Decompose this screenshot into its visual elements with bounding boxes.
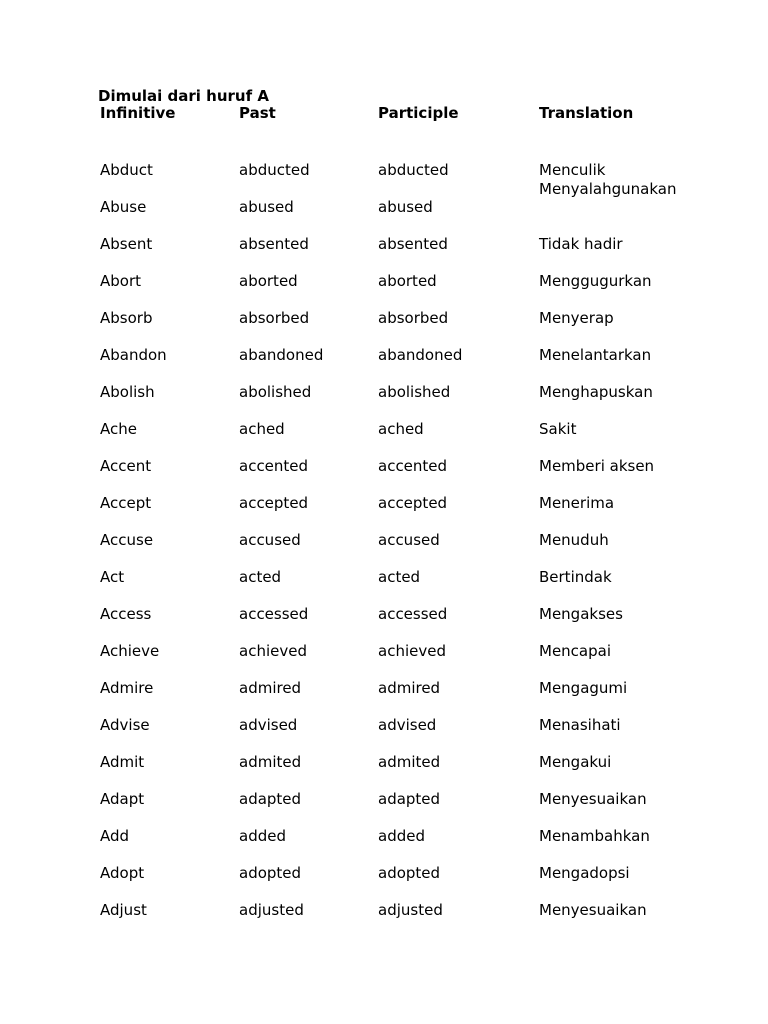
cell-translation: Menambahkan: [539, 827, 650, 845]
cell-translation: Mencapai: [539, 642, 611, 660]
cell-participle: aborted: [378, 272, 437, 290]
cell-past: absented: [239, 235, 309, 253]
cell-translation: Mengagumi: [539, 679, 628, 697]
cell-translation: Bertindak: [539, 568, 612, 586]
table-row: [0, 235, 768, 272]
cell-infinitive: Admire: [100, 679, 154, 697]
cell-translation: Menuduh: [539, 531, 609, 549]
cell-infinitive: Adapt: [100, 790, 145, 808]
cell-translation: Tidak hadir: [539, 235, 623, 253]
table-row: [0, 346, 768, 383]
cell-past: accessed: [239, 605, 309, 623]
table-row: [0, 568, 768, 605]
cell-past: aborted: [239, 272, 298, 290]
cell-past: adopted: [239, 864, 302, 882]
table-row: [0, 531, 768, 568]
header-past: Past: [239, 104, 276, 122]
cell-infinitive: Advise: [100, 716, 150, 734]
header-translation: Translation: [539, 104, 634, 122]
cell-translation: Menasihati: [539, 716, 621, 734]
page-title: Dimulai dari huruf A: [98, 87, 269, 105]
cell-infinitive: Accent: [100, 457, 152, 475]
header-participle: Participle: [378, 104, 459, 122]
cell-participle: accepted: [378, 494, 448, 512]
table-row: [0, 457, 768, 494]
cell-past: added: [239, 827, 286, 845]
cell-infinitive: Absorb: [100, 309, 153, 327]
cell-participle: achieved: [378, 642, 446, 660]
cell-past: absorbed: [239, 309, 310, 327]
cell-past: admired: [239, 679, 302, 697]
cell-participle: advised: [378, 716, 437, 734]
cell-participle: abducted: [378, 161, 449, 179]
cell-past: achieved: [239, 642, 307, 660]
table-row: [0, 420, 768, 457]
cell-infinitive: Act: [100, 568, 125, 586]
cell-participle: ached: [378, 420, 424, 438]
cell-past: abolished: [239, 383, 312, 401]
cell-translation: Menyerap: [539, 309, 614, 327]
table-row: [0, 679, 768, 716]
cell-past: adapted: [239, 790, 302, 808]
cell-infinitive: Access: [100, 605, 152, 623]
cell-translation: Mengadopsi: [539, 864, 630, 882]
cell-participle: admited: [378, 753, 441, 771]
cell-translation: Menyesuaikan: [539, 901, 647, 919]
cell-infinitive: Adjust: [100, 901, 147, 919]
table-row: [0, 180, 768, 235]
cell-past: abducted: [239, 161, 310, 179]
cell-past: accented: [239, 457, 309, 475]
cell-participle: accented: [378, 457, 448, 475]
cell-participle: admired: [378, 679, 441, 697]
cell-past: advised: [239, 716, 298, 734]
cell-past: adjusted: [239, 901, 304, 919]
cell-translation: Menerima: [539, 494, 615, 512]
cell-infinitive: Adopt: [100, 864, 145, 882]
cell-participle: abolished: [378, 383, 451, 401]
verb-table: [0, 161, 768, 938]
table-row: [0, 753, 768, 790]
cell-translation: Menculik: [539, 161, 606, 179]
table-row: [0, 494, 768, 531]
cell-participle: adjusted: [378, 901, 443, 919]
cell-translation: Mengakui: [539, 753, 612, 771]
table-row: [0, 716, 768, 753]
cell-participle: added: [378, 827, 425, 845]
table-row: [0, 605, 768, 642]
cell-past: accepted: [239, 494, 309, 512]
cell-participle: adapted: [378, 790, 441, 808]
cell-infinitive: Accept: [100, 494, 152, 512]
cell-participle: abandoned: [378, 346, 463, 364]
table-row: [0, 383, 768, 420]
cell-translation: Menyalahgunakan: [539, 180, 677, 198]
cell-infinitive: Abandon: [100, 346, 167, 364]
cell-past: admited: [239, 753, 302, 771]
cell-translation: Menggugurkan: [539, 272, 652, 290]
table-row: [0, 827, 768, 864]
header-infinitive: Infinitive: [100, 104, 176, 122]
cell-participle: accessed: [378, 605, 448, 623]
cell-participle: abused: [378, 198, 433, 216]
cell-participle: absorbed: [378, 309, 449, 327]
cell-translation: Memberi aksen: [539, 457, 655, 475]
cell-participle: acted: [378, 568, 421, 586]
cell-infinitive: Ache: [100, 420, 137, 438]
table-header: [0, 104, 768, 122]
cell-past: ached: [239, 420, 285, 438]
cell-past: accused: [239, 531, 301, 549]
cell-infinitive: Admit: [100, 753, 145, 771]
cell-participle: absented: [378, 235, 448, 253]
cell-infinitive: Abduct: [100, 161, 153, 179]
cell-past: abandoned: [239, 346, 324, 364]
table-row: [0, 790, 768, 827]
cell-infinitive: Absent: [100, 235, 153, 253]
cell-infinitive: Abort: [100, 272, 142, 290]
cell-past: acted: [239, 568, 282, 586]
table-row: [0, 901, 768, 938]
table-row: [0, 272, 768, 309]
table-row: [0, 642, 768, 679]
cell-participle: adopted: [378, 864, 441, 882]
table-row: [0, 309, 768, 346]
cell-infinitive: Accuse: [100, 531, 154, 549]
cell-infinitive: Add: [100, 827, 130, 845]
cell-translation: Sakit: [539, 420, 577, 438]
cell-translation: Menyesuaikan: [539, 790, 647, 808]
cell-infinitive: Abolish: [100, 383, 155, 401]
cell-translation: Menghapuskan: [539, 383, 653, 401]
cell-translation: Menelantarkan: [539, 346, 652, 364]
cell-participle: accused: [378, 531, 440, 549]
table-row: [0, 864, 768, 901]
cell-translation: Mengakses: [539, 605, 623, 623]
cell-infinitive: Achieve: [100, 642, 160, 660]
cell-infinitive: Abuse: [100, 198, 147, 216]
cell-past: abused: [239, 198, 294, 216]
